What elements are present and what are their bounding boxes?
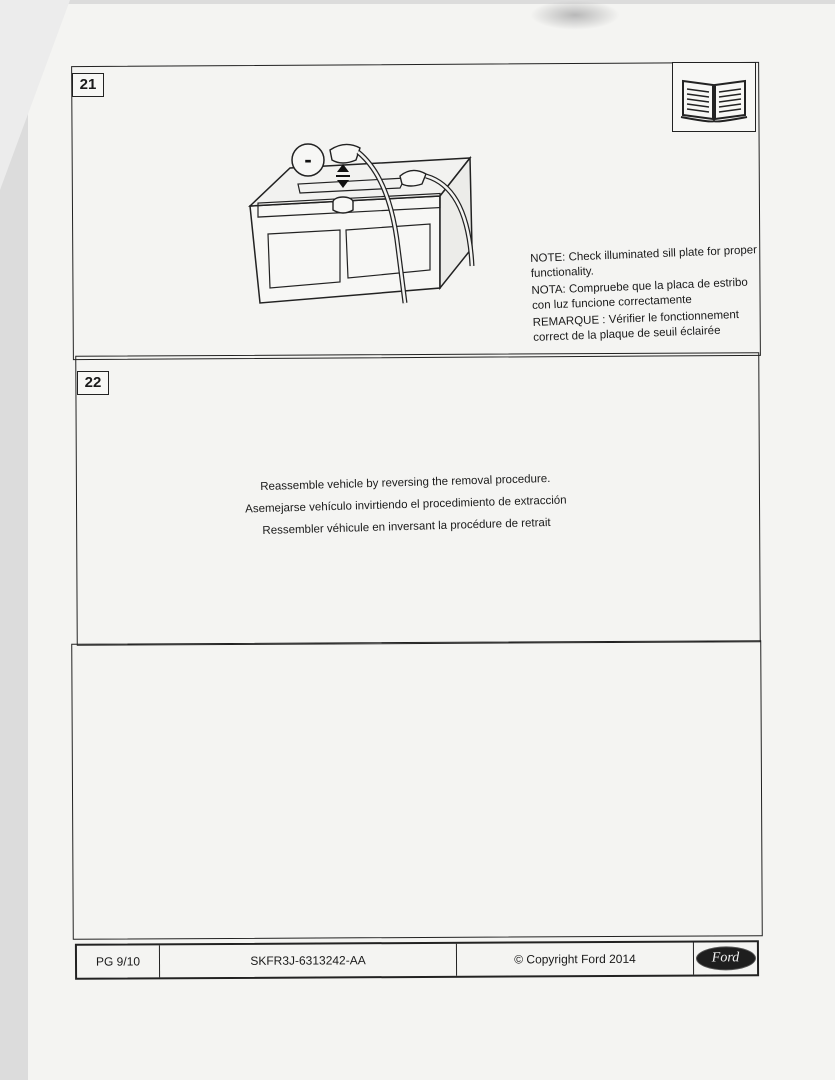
- background-sheet: [0, 0, 70, 190]
- step-21-number: 21: [72, 73, 104, 97]
- document-code: SKFR3J-6313242-AA: [160, 944, 457, 978]
- instruction-french: Ressembler véhicule en inversant la procédure de retrait: [262, 516, 551, 538]
- battery-terminal-icon: [240, 138, 490, 308]
- copyright: © Copyright Ford 2014: [457, 943, 694, 976]
- manual-reference-icon: [672, 62, 756, 132]
- note-spanish: NOTA: Compruebe que la placa de estribo con luz funcione correctamente: [531, 276, 749, 312]
- negative-terminal-sign: -: [304, 147, 312, 172]
- empty-panel: [71, 640, 763, 940]
- step-22-instructions: [235, 467, 577, 542]
- page-shadow: [530, 0, 620, 30]
- note-french: REMARQUE : Vérifier le fonctionnement correct de la plaque de seuil éclairée: [532, 309, 740, 344]
- open-book-icon: [673, 63, 755, 131]
- step-22-number: 22: [77, 371, 109, 395]
- instruction-spanish: Asemejarse vehículo invirtiendo el procedimiento de extracción: [245, 494, 567, 516]
- page-footer: [75, 940, 759, 980]
- page-number: PG 9/10: [77, 945, 160, 977]
- note-english: NOTE: Check illuminated sill plate for proper functionality.: [530, 244, 758, 280]
- ford-logo: Ford: [695, 946, 755, 970]
- logo-cell: [694, 942, 757, 974]
- instruction-english: Reassemble vehicle by reversing the removal procedure.: [260, 472, 551, 494]
- step-21-note: [530, 243, 764, 348]
